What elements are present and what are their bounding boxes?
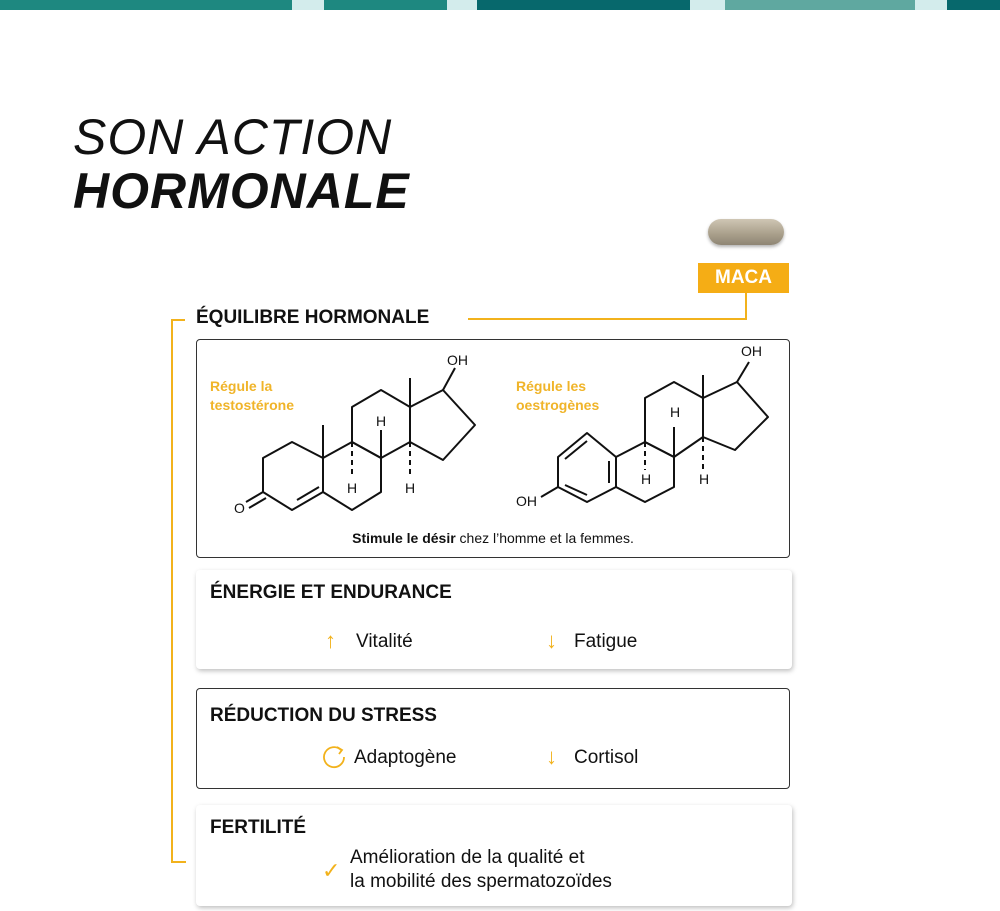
- title-line-1: SON ACTION: [73, 109, 393, 165]
- estrogen-label: Régule les oestrogènes: [516, 378, 600, 413]
- section-title-fertility: FERTILITÉ: [210, 817, 307, 838]
- h-label: H: [670, 404, 681, 420]
- h-label: H: [641, 471, 652, 487]
- h-label: H: [699, 471, 710, 487]
- section-title-hormonal: ÉQUILIBRE HORMONALE: [196, 307, 430, 328]
- h-label: H: [376, 413, 387, 429]
- hormonal-caption: Stimule le désir chez l’homme et la femmes.: [352, 530, 634, 546]
- oh-label: OH: [516, 493, 537, 509]
- stress-item-cortisol: Cortisol: [574, 747, 639, 768]
- energy-item-vitality: Vitalité: [356, 631, 413, 652]
- testosterone-label: Régule la testostérone: [210, 378, 295, 413]
- estradiol-atoms: [516, 343, 762, 509]
- product-badge: MACA: [698, 263, 789, 293]
- arrow-down-icon: ↓: [546, 744, 557, 769]
- oh-label: OH: [741, 343, 762, 359]
- testosterone-molecule: [246, 368, 475, 510]
- arrow-down-icon: ↓: [546, 628, 557, 653]
- o-label: O: [234, 500, 245, 516]
- oh-label: OH: [447, 352, 468, 368]
- stress-item-adaptogen: Adaptogène: [354, 747, 457, 768]
- section-title-stress: RÉDUCTION DU STRESS: [210, 705, 437, 726]
- estradiol-molecule: [541, 362, 768, 502]
- stress-card: [196, 688, 790, 789]
- check-icon: ✓: [322, 858, 341, 883]
- cycle-icon: [321, 744, 347, 770]
- section-title-energy: ÉNERGIE ET ENDURANCE: [210, 582, 452, 603]
- fertility-item: Amélioration de la qualité et la mobilité des spermatozoïdes: [350, 847, 612, 892]
- h-label: H: [405, 480, 416, 496]
- arrow-up-icon: ↑: [325, 628, 336, 653]
- h-label: H: [347, 480, 358, 496]
- energy-item-fatigue: Fatigue: [574, 631, 638, 652]
- title-line-2: HORMONALE: [73, 163, 410, 219]
